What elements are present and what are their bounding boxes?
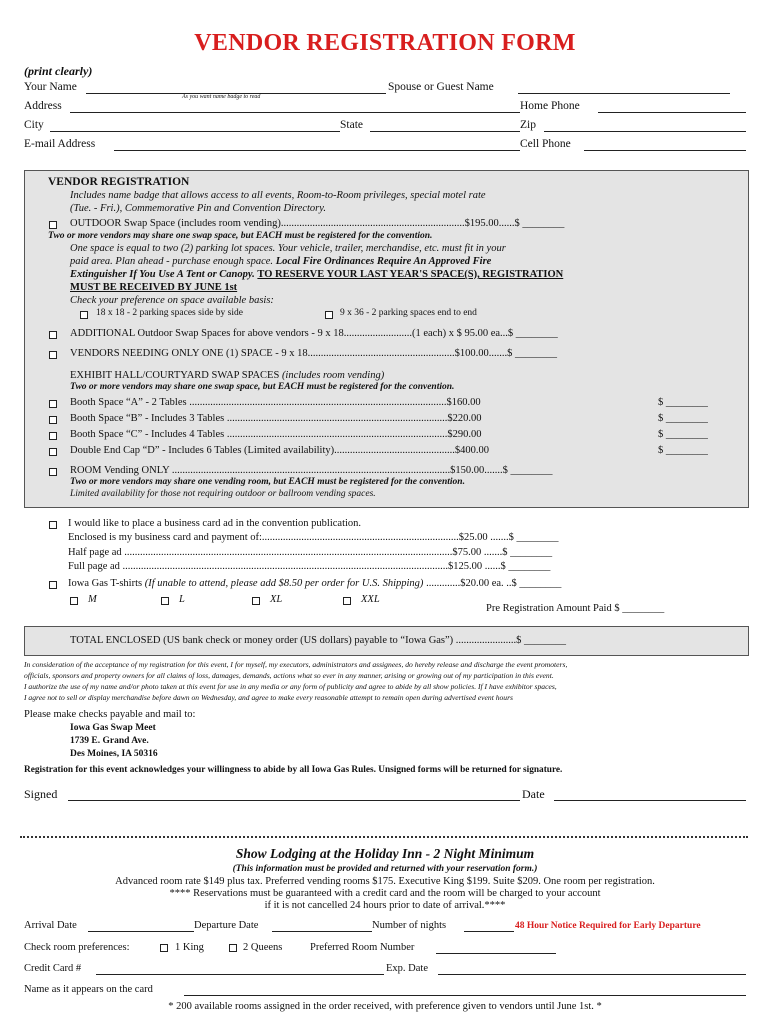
- room-note: Two or more vendors may share one vending room, but EACH must be registered for the convention.: [70, 477, 465, 487]
- double-line: Double End Cap “D” - Includes 6 Tables (Limited availability)..............................................$400.00: [70, 445, 489, 456]
- your-name-label: Your Name: [24, 81, 77, 93]
- enclosed-line: Enclosed is my business card and payment of:...........................................................................$25.00 .......$ ________: [68, 532, 559, 543]
- tshirt-checkbox[interactable]: [49, 581, 57, 589]
- form-title: VENDOR REGISTRATION FORM: [194, 30, 576, 56]
- room-checkbox[interactable]: [49, 468, 57, 476]
- double-amount[interactable]: $ ________: [658, 445, 708, 456]
- mail-city: Des Moines, IA 50316: [70, 749, 158, 759]
- cell-phone-label: Cell Phone: [520, 138, 571, 150]
- preferred-room-field[interactable]: [436, 953, 556, 954]
- booth-c-line: Booth Space “C” - Includes 4 Tables ....................................................................................$290.00: [70, 429, 482, 440]
- size-m-checkbox[interactable]: [70, 597, 78, 605]
- name-on-card-label: Name as it appears on the card: [24, 984, 153, 995]
- badge-hint: As you want name badge to read: [182, 94, 261, 100]
- lodging-guarantee: **** Reservations must be guaranteed with a credit card and the room will be charged to your account: [169, 888, 601, 899]
- cell-phone-field[interactable]: [584, 150, 746, 151]
- waiver-line-1: In consideration of the acceptance of my registration for this event, I for myself, my executors, administrators and assignees, do hereby release and discharge the event promoters,: [24, 660, 568, 669]
- lodging-rates: Advanced room rate $149 plus tax. Preferred vending rooms $175. Executive King $199. Suite $209. One room per registration.: [115, 876, 655, 887]
- king-label: 1 King: [175, 942, 204, 953]
- vendor-heading: VENDOR REGISTRATION: [48, 176, 190, 188]
- opt-18x18-checkbox[interactable]: [80, 311, 88, 319]
- mail-street: 1739 E. Grand Ave.: [70, 736, 149, 746]
- lodging-footer: * 200 available rooms assigned in the order received, with preference given to vendors until June 1st. *: [168, 1001, 602, 1012]
- date-field[interactable]: [554, 800, 746, 801]
- exhibit-heading: EXHIBIT HALL/COURTYARD SWAP SPACES: [70, 370, 280, 381]
- size-l-checkbox[interactable]: [161, 597, 169, 605]
- one-space-line: VENDORS NEEDING ONLY ONE (1) SPACE - 9 x 18........................................................$100.00.......$ ________: [70, 348, 557, 359]
- lodging-title: Show Lodging at the Holiday Inn - 2 Night Minimum: [235, 846, 535, 861]
- zip-label: Zip: [520, 119, 536, 131]
- nights-label: Number of nights: [372, 920, 447, 931]
- pre-registration-amount[interactable]: Pre Registration Amount Paid $ ________: [486, 603, 665, 614]
- room-line: ROOM Vending ONLY ..........................................................................................................$150.00.......$ ________: [70, 465, 553, 476]
- spouse-field[interactable]: [518, 93, 730, 94]
- exp-date-field[interactable]: [438, 974, 746, 975]
- extinguisher-note: Extinguisher If You Use A Tent or Canopy.: [70, 269, 255, 280]
- waiver-line-2: officials, sponsors and property owners for all claims of loss, damages, demands, actions what so ever in any manner, arising or growing out of my participation in this event.: [24, 671, 554, 680]
- queens-checkbox[interactable]: [229, 944, 237, 952]
- spouse-label: Spouse or Guest Name: [388, 81, 494, 93]
- space-line-1: One space is equal to two (2) parking lot spaces. Your vehicle, trailer, merchandise, etc. must fit in your: [70, 243, 506, 254]
- home-phone-field[interactable]: [598, 112, 746, 113]
- ad-line: I would like to place a business card ad in the convention publication.: [68, 518, 362, 529]
- total-line: TOTAL ENCLOSED (US bank check or money order (US dollars) payable to “Iowa Gas”) .......................$ ________: [70, 635, 567, 646]
- tshirt-shipping: (If unable to attend, please add $8.50 per order for U.S. Shipping): [144, 578, 424, 589]
- signature-field[interactable]: [68, 800, 520, 801]
- booth-c-amount[interactable]: $ ________: [658, 429, 708, 440]
- opt-9x36-label: 9 x 36 - 2 parking spaces end to end: [340, 308, 477, 318]
- name-on-card-field[interactable]: [184, 995, 746, 996]
- space-line-2: paid area. Plan ahead - purchase enough space.: [70, 256, 274, 267]
- size-xxl-checkbox[interactable]: [343, 597, 351, 605]
- rules-note: Registration for this event acknowledges your willingness to abide by all Iowa Gas Rules. Unsigned forms will be returned for signature.: [24, 765, 563, 775]
- deadline-note: MUST BE RECEIVED BY JUNE 1st: [70, 282, 238, 293]
- cut-line: [20, 836, 748, 838]
- exhibit-includes: (includes room vending): [281, 370, 385, 381]
- home-phone-label: Home Phone: [520, 100, 580, 112]
- lodging-cancel: if it is not cancelled 24 hours prior to date of arrival.****: [264, 900, 506, 911]
- address-field[interactable]: [70, 112, 520, 113]
- one-space-checkbox[interactable]: [49, 351, 57, 359]
- tshirt-label: Iowa Gas T-shirts: [68, 578, 143, 589]
- city-field[interactable]: [50, 131, 340, 132]
- city-label: City: [24, 119, 44, 131]
- exhibit-note: Two or more vendors may share one swap space, but EACH must be registered for the convention.: [70, 382, 455, 392]
- state-label: State: [340, 119, 363, 131]
- room-note-2: Limited availability for those not requiring outdoor or ballroom vending spaces.: [70, 489, 376, 499]
- room-pref-label: Check room preferences:: [24, 942, 130, 953]
- size-l-label: L: [179, 594, 185, 605]
- queens-label: 2 Queens: [243, 942, 283, 953]
- lodging-subtitle: (This information must be provided and returned with your reservation form.): [232, 864, 538, 874]
- size-m-label: M: [88, 594, 97, 605]
- waiver-line-4: I agree not to sell or display merchandise before dawn on Wednesday, and agree to make every reasonable attempt to remain open during advertised event hours: [24, 693, 513, 702]
- double-checkbox[interactable]: [49, 448, 57, 456]
- outdoor-checkbox[interactable]: [49, 221, 57, 229]
- booth-a-checkbox[interactable]: [49, 400, 57, 408]
- reserve-note: TO RESERVE YOUR LAST YEAR'S SPACE(S), REGISTRATION: [257, 269, 564, 280]
- booth-b-checkbox[interactable]: [49, 416, 57, 424]
- departure-field[interactable]: [272, 931, 372, 932]
- mail-name: Iowa Gas Swap Meet: [70, 723, 156, 733]
- arrival-label: Arrival Date: [24, 920, 77, 931]
- includes-line-1: Includes name badge that allows access to all events, Room-to-Room privileges, special motel rate: [70, 190, 486, 201]
- booth-a-amount[interactable]: $ ________: [658, 397, 708, 408]
- includes-line-2: (Tue. - Fri.), Commemorative Pin and Convention Directory.: [70, 203, 326, 214]
- size-xl-checkbox[interactable]: [252, 597, 260, 605]
- tshirt-price: .............$20.00 ea. ..$ ________: [426, 578, 562, 589]
- additional-line: ADDITIONAL Outdoor Swap Spaces for above vendors - 9 x 18..........................(1 each) x $ 95.00 ea...$ ________: [70, 328, 558, 339]
- zip-field[interactable]: [544, 131, 746, 132]
- outdoor-line: OUTDOOR Swap Space (includes room vending)......................................................................$195.00......$ ________: [70, 218, 565, 229]
- email-label: E-mail Address: [24, 138, 96, 150]
- early-departure-notice: 48 Hour Notice Required for Early Departure: [515, 921, 701, 931]
- exp-date-label: Exp. Date: [386, 963, 428, 974]
- booth-b-amount[interactable]: $ ________: [658, 413, 708, 424]
- booth-a-line: Booth Space “A” - 2 Tables ..................................................................................................$160.00: [70, 397, 481, 408]
- credit-card-label: Credit Card #: [24, 963, 82, 974]
- size-xxl-label: XXL: [361, 594, 380, 605]
- mail-intro: Please make checks payable and mail to:: [24, 709, 196, 720]
- half-page-line: Half page ad .............................................................................................................................$75.00 .......$ ________: [68, 547, 553, 558]
- king-checkbox[interactable]: [160, 944, 168, 952]
- preference-label: Check your preference on space available basis:: [70, 295, 274, 306]
- state-field[interactable]: [370, 131, 520, 132]
- signed-label: Signed: [24, 787, 58, 801]
- email-field[interactable]: [114, 150, 520, 151]
- credit-card-field[interactable]: [96, 974, 384, 975]
- address-label: Address: [24, 100, 62, 112]
- waiver-line-3: I authorize the use of my name and/or photo taken at this event for use in any media or any form of publicity and agree to abide by all show policies. If I have exhibitor spaces,: [24, 682, 557, 691]
- date-label: Date: [522, 787, 545, 801]
- fire-ordinance: Local Fire Ordinances Require An Approved Fire: [275, 256, 492, 267]
- size-xl-label: XL: [270, 594, 283, 605]
- full-page-line: Full page ad ............................................................................................................................$125.00 ......$ ________: [68, 561, 551, 572]
- print-clearly: (print clearly): [24, 64, 93, 78]
- opt-9x36-checkbox[interactable]: [325, 311, 333, 319]
- preferred-room-label: Preferred Room Number: [310, 942, 415, 953]
- nights-field[interactable]: [464, 931, 514, 932]
- departure-label: Departure Date: [194, 920, 259, 931]
- outdoor-note: Two or more vendors may share one swap space, but EACH must be registered for the convention.: [48, 231, 433, 241]
- booth-c-checkbox[interactable]: [49, 432, 57, 440]
- booth-b-line: Booth Space “B” - Includes 3 Tables ....................................................................................$220.00: [70, 413, 482, 424]
- opt-18x18-label: 18 x 18 - 2 parking spaces side by side: [96, 308, 243, 318]
- additional-checkbox[interactable]: [49, 331, 57, 339]
- arrival-field[interactable]: [88, 931, 194, 932]
- ad-checkbox[interactable]: [49, 521, 57, 529]
